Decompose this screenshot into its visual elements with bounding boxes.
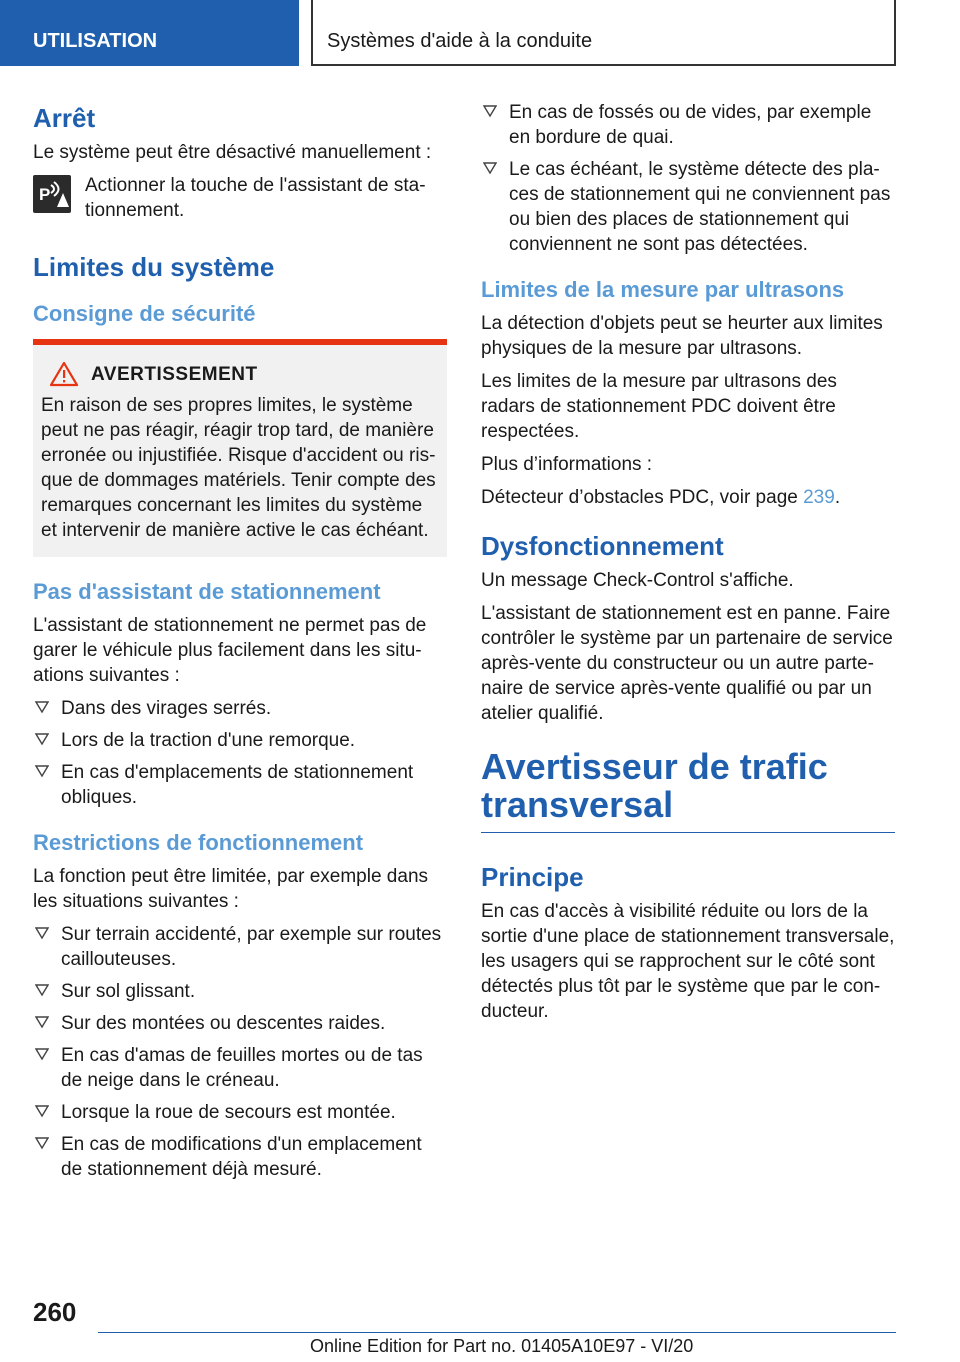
list-item: Le cas échéant, le système détecte des pla-ces de stationnement qui ne conviennent pas ou bien des places de stationnement qui conviennent ne sont pas détectées. bbox=[481, 157, 895, 257]
list-item: En cas de modifications d'un emplacement de stationnement déjà mesuré. bbox=[33, 1132, 447, 1182]
heading-avertisseur: Avertisseur de trafic transversal bbox=[481, 746, 828, 825]
warning-title: AVERTISSEMENT bbox=[91, 363, 258, 385]
edition-text: Online Edition for Part no. 01405A10E97 - VI/20 bbox=[310, 1336, 694, 1356]
heading-limites: Limites du système bbox=[33, 252, 275, 282]
restrictions-list bbox=[33, 922, 447, 1182]
arret-action bbox=[33, 173, 447, 223]
list-item: En cas de fossés ou de vides, par exemple en bordure de quai. bbox=[481, 100, 895, 150]
triangle-bullet-icon bbox=[35, 1136, 49, 1150]
warning-triangle-icon bbox=[49, 361, 79, 387]
list-item: Sur terrain accidenté, par exemple sur routes caillouteuses. bbox=[33, 922, 447, 972]
triangle-bullet-icon bbox=[35, 732, 49, 746]
triangle-bullet-icon bbox=[35, 700, 49, 714]
list-item: Dans des virages serrés. bbox=[33, 696, 447, 721]
heading-consigne: Consigne de sécurité bbox=[33, 301, 256, 326]
list-item: En cas d'amas de feuilles mortes ou de tas de neige dans le créneau. bbox=[33, 1043, 447, 1093]
warning-box bbox=[33, 339, 447, 557]
triangle-bullet-icon bbox=[35, 983, 49, 997]
warning-text: En raison de ses propres limites, le système peut ne pas réagir, réagir trop tard, de manière erronée ou injustifiée. Risque d'accident ou ris-que de dommages matériels. Tenir compte des remarques concernant les limites du système et intervenir de manière active le cas échéant. bbox=[41, 395, 436, 541]
heading-restrictions: Restrictions de fonctionnement bbox=[33, 830, 364, 855]
list-item: En cas d'emplacements de stationnement obliques. bbox=[33, 760, 447, 810]
chapter-title: Systèmes d'aide à la conduite bbox=[311, 0, 896, 66]
left-column bbox=[33, 100, 447, 1190]
principe-text: En cas d'accès à visibilité réduite ou lors de la sortie d'une place de stationnement transversale, les usagers qui se rapprochent sur le côté sont détectés plus tôt par le système que par le con-ducteur. bbox=[481, 901, 895, 1022]
warning-header bbox=[41, 361, 439, 387]
list-item: Lors de la traction d'une remorque. bbox=[33, 728, 447, 753]
triangle-bullet-icon bbox=[35, 1104, 49, 1118]
heading-pas-assistant: Pas d'assistant de stationnement bbox=[33, 579, 381, 604]
page-reference-link[interactable]: 239 bbox=[803, 487, 835, 508]
triangle-bullet-icon bbox=[35, 926, 49, 940]
arret-action-text: Actionner la touche de l'assistant de sta-tionnement. bbox=[85, 175, 426, 221]
footer-rule bbox=[98, 1332, 896, 1333]
page-number: 260 bbox=[33, 1297, 77, 1327]
pas-assistant-intro: L'assistant de stationnement ne permet pas de garer le véhicule plus facilement dans les situ-ations suivantes : bbox=[33, 615, 427, 686]
list-item: Lorsque la roue de secours est montée. bbox=[33, 1100, 447, 1125]
ultrasons-p2: Les limites de la mesure par ultrasons des radars de stationnement PDC doivent être respectées. bbox=[481, 371, 837, 442]
section-tab: UTILISATION bbox=[0, 0, 299, 66]
triangle-bullet-icon bbox=[483, 161, 497, 175]
parking-assistant-icon bbox=[33, 175, 71, 213]
continued-list bbox=[481, 100, 895, 257]
section-rule bbox=[481, 832, 895, 833]
svg-text:P: P bbox=[39, 185, 51, 204]
heading-principe: Principe bbox=[481, 862, 584, 892]
list-item: Sur sol glissant. bbox=[33, 979, 447, 1004]
list-item: Sur des montées ou descentes raides. bbox=[33, 1011, 447, 1036]
heading-dysfonctionnement: Dysfonctionnement bbox=[481, 531, 724, 561]
arret-intro: Le système peut être désactivé manuellement : bbox=[33, 142, 432, 163]
triangle-bullet-icon bbox=[35, 764, 49, 778]
dysfonctionnement-p2: L'assistant de stationnement est en panne. Faire contrôler le système par un partenaire de service après-vente du constructeur ou un autre parte-naire de service après-vente qualifié ou par un atelier qualifié. bbox=[481, 603, 893, 724]
heading-ultrasons: Limites de la mesure par ultrasons bbox=[481, 277, 845, 302]
heading-arret: Arrêt bbox=[33, 103, 96, 133]
triangle-bullet-icon bbox=[35, 1047, 49, 1061]
right-column bbox=[481, 100, 895, 1032]
triangle-bullet-icon bbox=[35, 1015, 49, 1029]
dysfonctionnement-p1: Un message Check-Control s'affiche. bbox=[481, 570, 794, 591]
triangle-bullet-icon bbox=[483, 104, 497, 118]
ultrasons-reference: Détecteur d’obstacles PDC, voir page 239. bbox=[481, 487, 841, 508]
restrictions-intro: La fonction peut être limitée, par exemple dans les situations suivantes : bbox=[33, 866, 429, 912]
page-header bbox=[0, 0, 960, 66]
ultrasons-p3: Plus d’informations : bbox=[481, 454, 653, 475]
pas-assistant-list bbox=[33, 696, 447, 810]
ultrasons-p1: La détection d'objets peut se heurter aux limites physiques de la mesure par ultrasons. bbox=[481, 313, 883, 359]
